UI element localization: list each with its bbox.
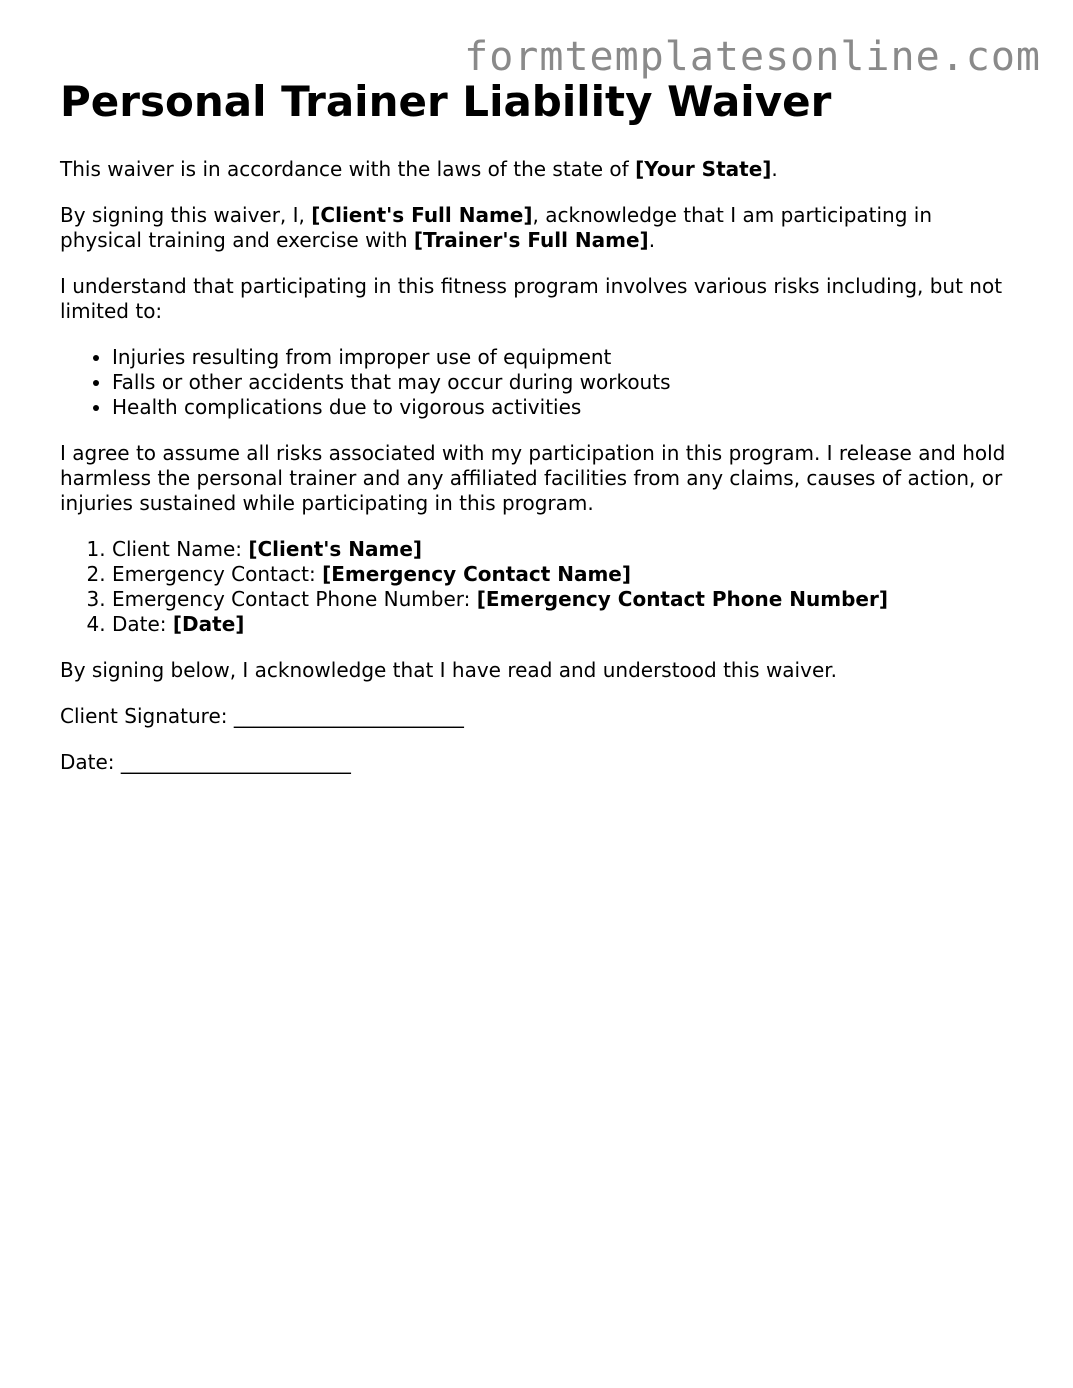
fields-list — [60, 537, 1020, 637]
document-page — [60, 76, 1020, 796]
field-label: Client Name: — [112, 537, 249, 561]
field-placeholder: [Emergency Contact Name] — [322, 562, 631, 586]
watermark: formtemplatesonline.com — [464, 34, 1041, 80]
state-suffix: . — [771, 157, 778, 181]
signature-label: Client Signature: — [60, 704, 234, 728]
trainer-full-name-placeholder: [Trainer's Full Name] — [413, 228, 649, 252]
document-title: Personal Trainer Liability Waiver — [60, 77, 832, 126]
risks-intro: I understand that participating in this fitness program involves various risks including, but not limited to: — [60, 274, 1003, 323]
field-placeholder: [Date] — [172, 612, 245, 636]
field-date — [112, 612, 1020, 637]
field-placeholder: [Client's Name] — [248, 537, 423, 561]
date-blank[interactable]: _______________________ — [120, 750, 351, 774]
field-client-name — [112, 537, 1020, 562]
date-line — [60, 750, 1020, 775]
date-label: Date: — [60, 750, 121, 774]
ack-prefix: By signing this waiver, I, — [60, 203, 312, 227]
ack-middle: , acknowledge that I am participating in physical training and exercise with — [60, 203, 933, 252]
risks-list — [60, 345, 1020, 420]
state-prefix: This waiver is in accordance with the laws of the state of — [60, 157, 636, 181]
list-item: • Injuries resulting from improper use of equipment — [112, 345, 1020, 370]
field-placeholder: [Emergency Contact Phone Number] — [476, 587, 888, 611]
closing-paragraph: By signing below, I acknowledge that I have read and understood this waiver. — [60, 658, 837, 682]
state-paragraph — [60, 157, 1020, 182]
list-item: • Health complications due to vigorous activities — [112, 395, 1020, 420]
client-full-name-placeholder: [Client's Full Name] — [311, 203, 533, 227]
field-label: Date: — [112, 612, 173, 636]
signature-line — [60, 704, 1020, 729]
ack-suffix: . — [648, 228, 656, 252]
state-placeholder: [Your State] — [635, 157, 772, 181]
field-emergency-phone — [112, 587, 1020, 612]
field-label: Emergency Contact: — [112, 562, 323, 586]
signature-blank[interactable]: _______________________ — [233, 704, 464, 728]
field-emergency-contact — [112, 562, 1020, 587]
release-paragraph: I agree to assume all risks associated with my participation in this program. I release and hold harmless the personal trainer and any affiliated facilities from any claims, causes of action, or injuries sustained while participating in this program. — [60, 441, 1006, 515]
acknowledgement-paragraph — [60, 203, 1020, 253]
list-item: • Falls or other accidents that may occur during workouts — [112, 370, 1020, 395]
field-label: Emergency Contact Phone Number: — [112, 587, 477, 611]
